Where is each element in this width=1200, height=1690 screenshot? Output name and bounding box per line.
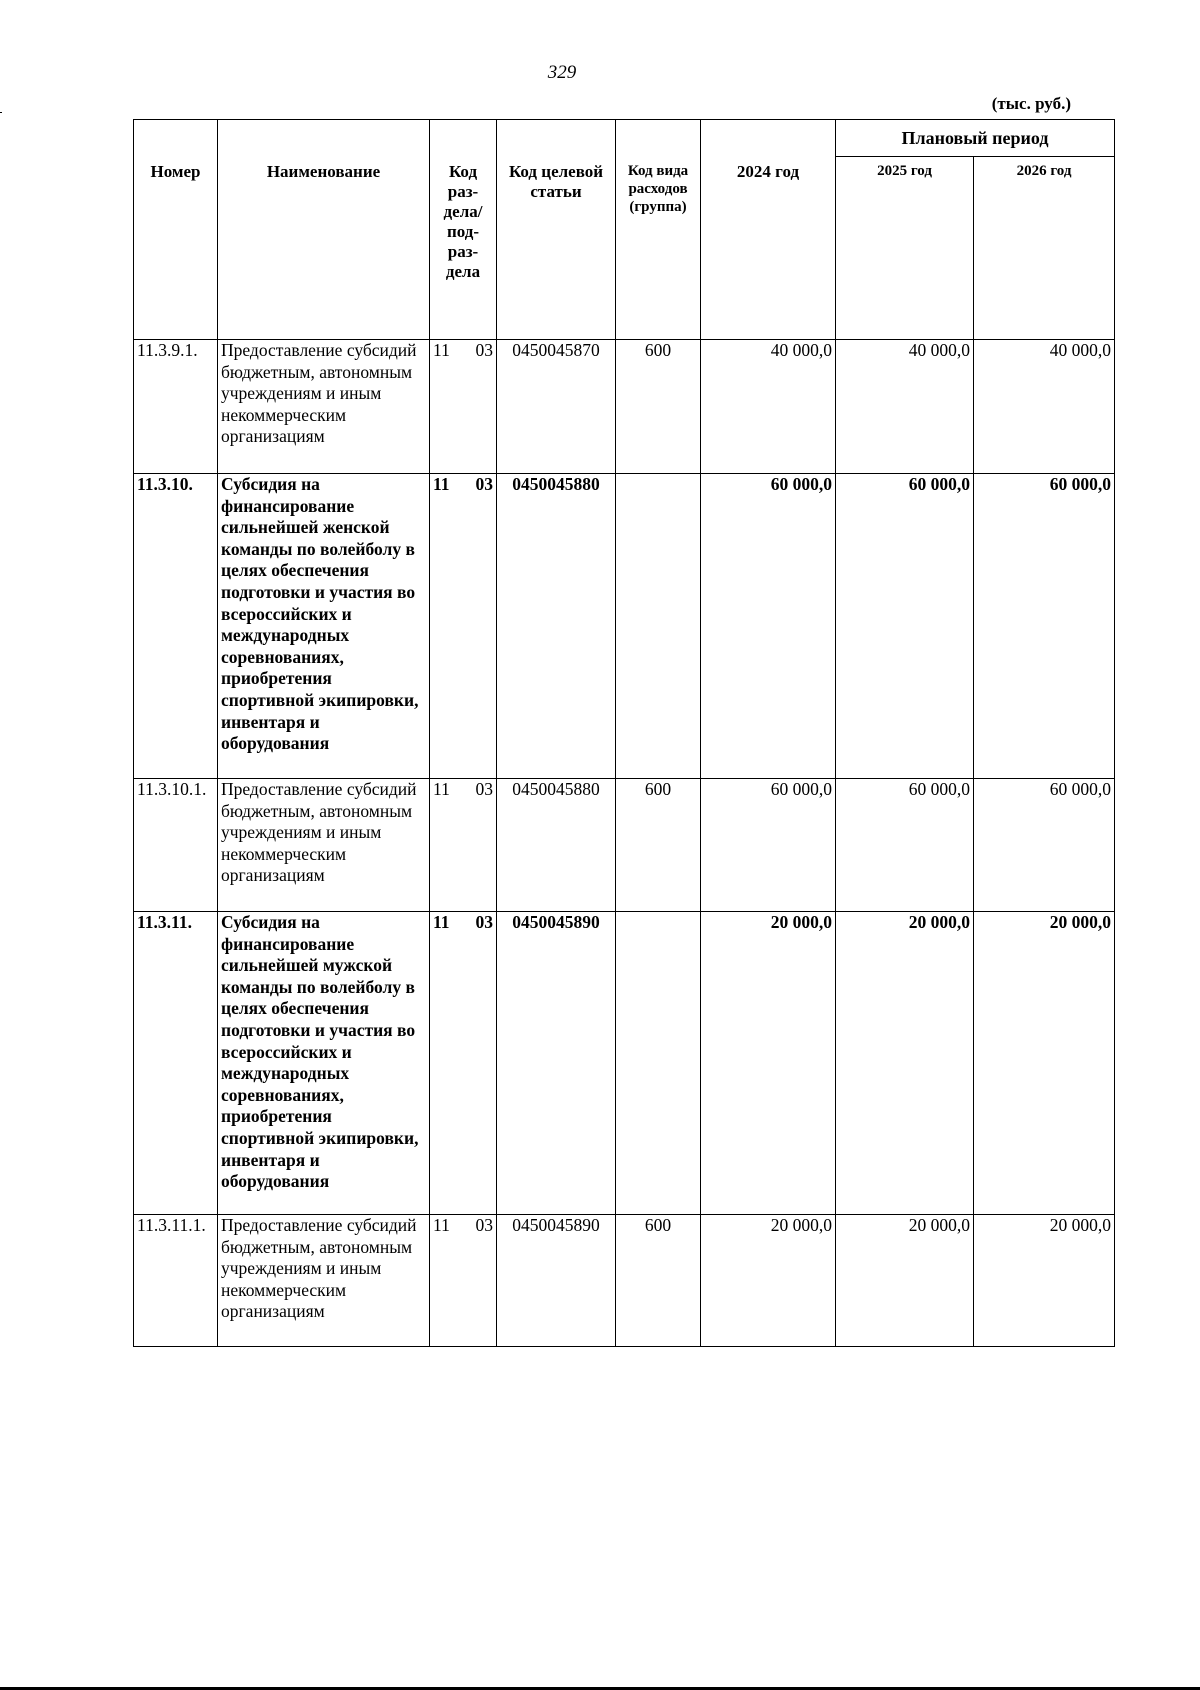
row-subsection: 03 xyxy=(475,474,493,494)
table-row xyxy=(134,779,1115,912)
row-amount-2025: 60 000,0 xyxy=(836,779,974,912)
row-subsection: 03 xyxy=(475,779,493,799)
row-amount-2026: 20 000,0 xyxy=(974,912,1115,1215)
row-name: Субсидия на финансирование сильнейшей женской команды по волейболу в целях обеспечения подготовки и участия во всероссийских и международных соревнованиях, приобретения спортивной экипировки, инвентаря и оборудования xyxy=(218,474,430,779)
header-name: Наименование xyxy=(218,120,430,340)
row-amount-2025: 40 000,0 xyxy=(836,340,974,474)
row-name: Предоставление субсидий бюджетным, автономным учреждениям и иным некоммерческим организациям xyxy=(218,779,430,912)
header-expense-type-code: Код вида расходов (группа) xyxy=(616,120,701,340)
table-row xyxy=(134,474,1115,779)
row-section: 11 xyxy=(433,912,450,932)
row-section: 11 xyxy=(433,474,450,494)
row-expense-type: 600 xyxy=(616,340,701,474)
table-row xyxy=(134,340,1115,474)
row-target-code: 0450045880 xyxy=(497,779,616,912)
row-amount-2024: 40 000,0 xyxy=(701,340,836,474)
row-amount-2025: 20 000,0 xyxy=(836,912,974,1215)
row-subsection: 03 xyxy=(475,912,493,932)
table-row xyxy=(134,1215,1115,1347)
row-amount-2024: 20 000,0 xyxy=(701,912,836,1215)
row-amount-2025: 20 000,0 xyxy=(836,1215,974,1347)
row-section: 11 xyxy=(433,779,450,799)
row-section-code xyxy=(430,474,497,779)
row-section: 11 xyxy=(433,340,450,360)
row-expense-type xyxy=(616,912,701,1215)
budget-table xyxy=(133,119,1115,1347)
header-number: Номер xyxy=(134,120,218,340)
row-number: 11.3.11. xyxy=(134,912,218,1215)
table-row xyxy=(134,912,1115,1215)
row-section-code xyxy=(430,912,497,1215)
header-year-2025: 2025 год xyxy=(836,157,974,340)
row-target-code: 0450045870 xyxy=(497,340,616,474)
row-amount-2024: 60 000,0 xyxy=(701,474,836,779)
row-section-code xyxy=(430,779,497,912)
row-name: Предоставление субсидий бюджетным, автономным учреждениям и иным некоммерческим организациям xyxy=(218,340,430,474)
header-target-code: Код целевой статьи xyxy=(497,120,616,340)
row-number: 11.3.11.1. xyxy=(134,1215,218,1347)
page-number: 329 xyxy=(547,62,577,83)
row-number: 11.3.10. xyxy=(134,474,218,779)
header-year-2024: 2024 год xyxy=(701,120,836,340)
row-amount-2026: 40 000,0 xyxy=(974,340,1115,474)
row-target-code: 0450045890 xyxy=(497,912,616,1215)
table-body xyxy=(134,340,1115,1347)
row-amount-2026: 60 000,0 xyxy=(974,779,1115,912)
table-header xyxy=(134,120,1115,340)
row-amount-2024: 60 000,0 xyxy=(701,779,836,912)
row-amount-2026: 60 000,0 xyxy=(974,474,1115,779)
row-number: 11.3.9.1. xyxy=(134,340,218,474)
row-expense-type: 600 xyxy=(616,779,701,912)
row-target-code: 0450045890 xyxy=(497,1215,616,1347)
row-expense-type xyxy=(616,474,701,779)
row-amount-2026: 20 000,0 xyxy=(974,1215,1115,1347)
row-target-code: 0450045880 xyxy=(497,474,616,779)
row-subsection: 03 xyxy=(475,340,493,360)
header-section-code: Код раз- дела/ под- раз- дела xyxy=(430,120,497,340)
row-section: 11 xyxy=(433,1215,450,1235)
row-amount-2025: 60 000,0 xyxy=(836,474,974,779)
row-name: Предоставление субсидий бюджетным, автономным учреждениям и иным некоммерческим организациям xyxy=(218,1215,430,1347)
row-name: Субсидия на финансирование сильнейшей мужской команды по волейболу в целях обеспечения подготовки и участия во всероссийских и международных соревнованиях, приобретения спортивной экипировки, инвентаря и оборудования xyxy=(218,912,430,1215)
row-amount-2024: 20 000,0 xyxy=(701,1215,836,1347)
row-section-code xyxy=(430,340,497,474)
header-year-2026: 2026 год xyxy=(974,157,1115,340)
scan-edge-line-top xyxy=(0,112,2,113)
row-subsection: 03 xyxy=(475,1215,493,1235)
row-expense-type: 600 xyxy=(616,1215,701,1347)
header-planning-period: Плановый период xyxy=(836,120,1115,157)
row-number: 11.3.10.1. xyxy=(134,779,218,912)
row-section-code xyxy=(430,1215,497,1347)
units-label: (тыс. руб.) xyxy=(991,94,1071,113)
